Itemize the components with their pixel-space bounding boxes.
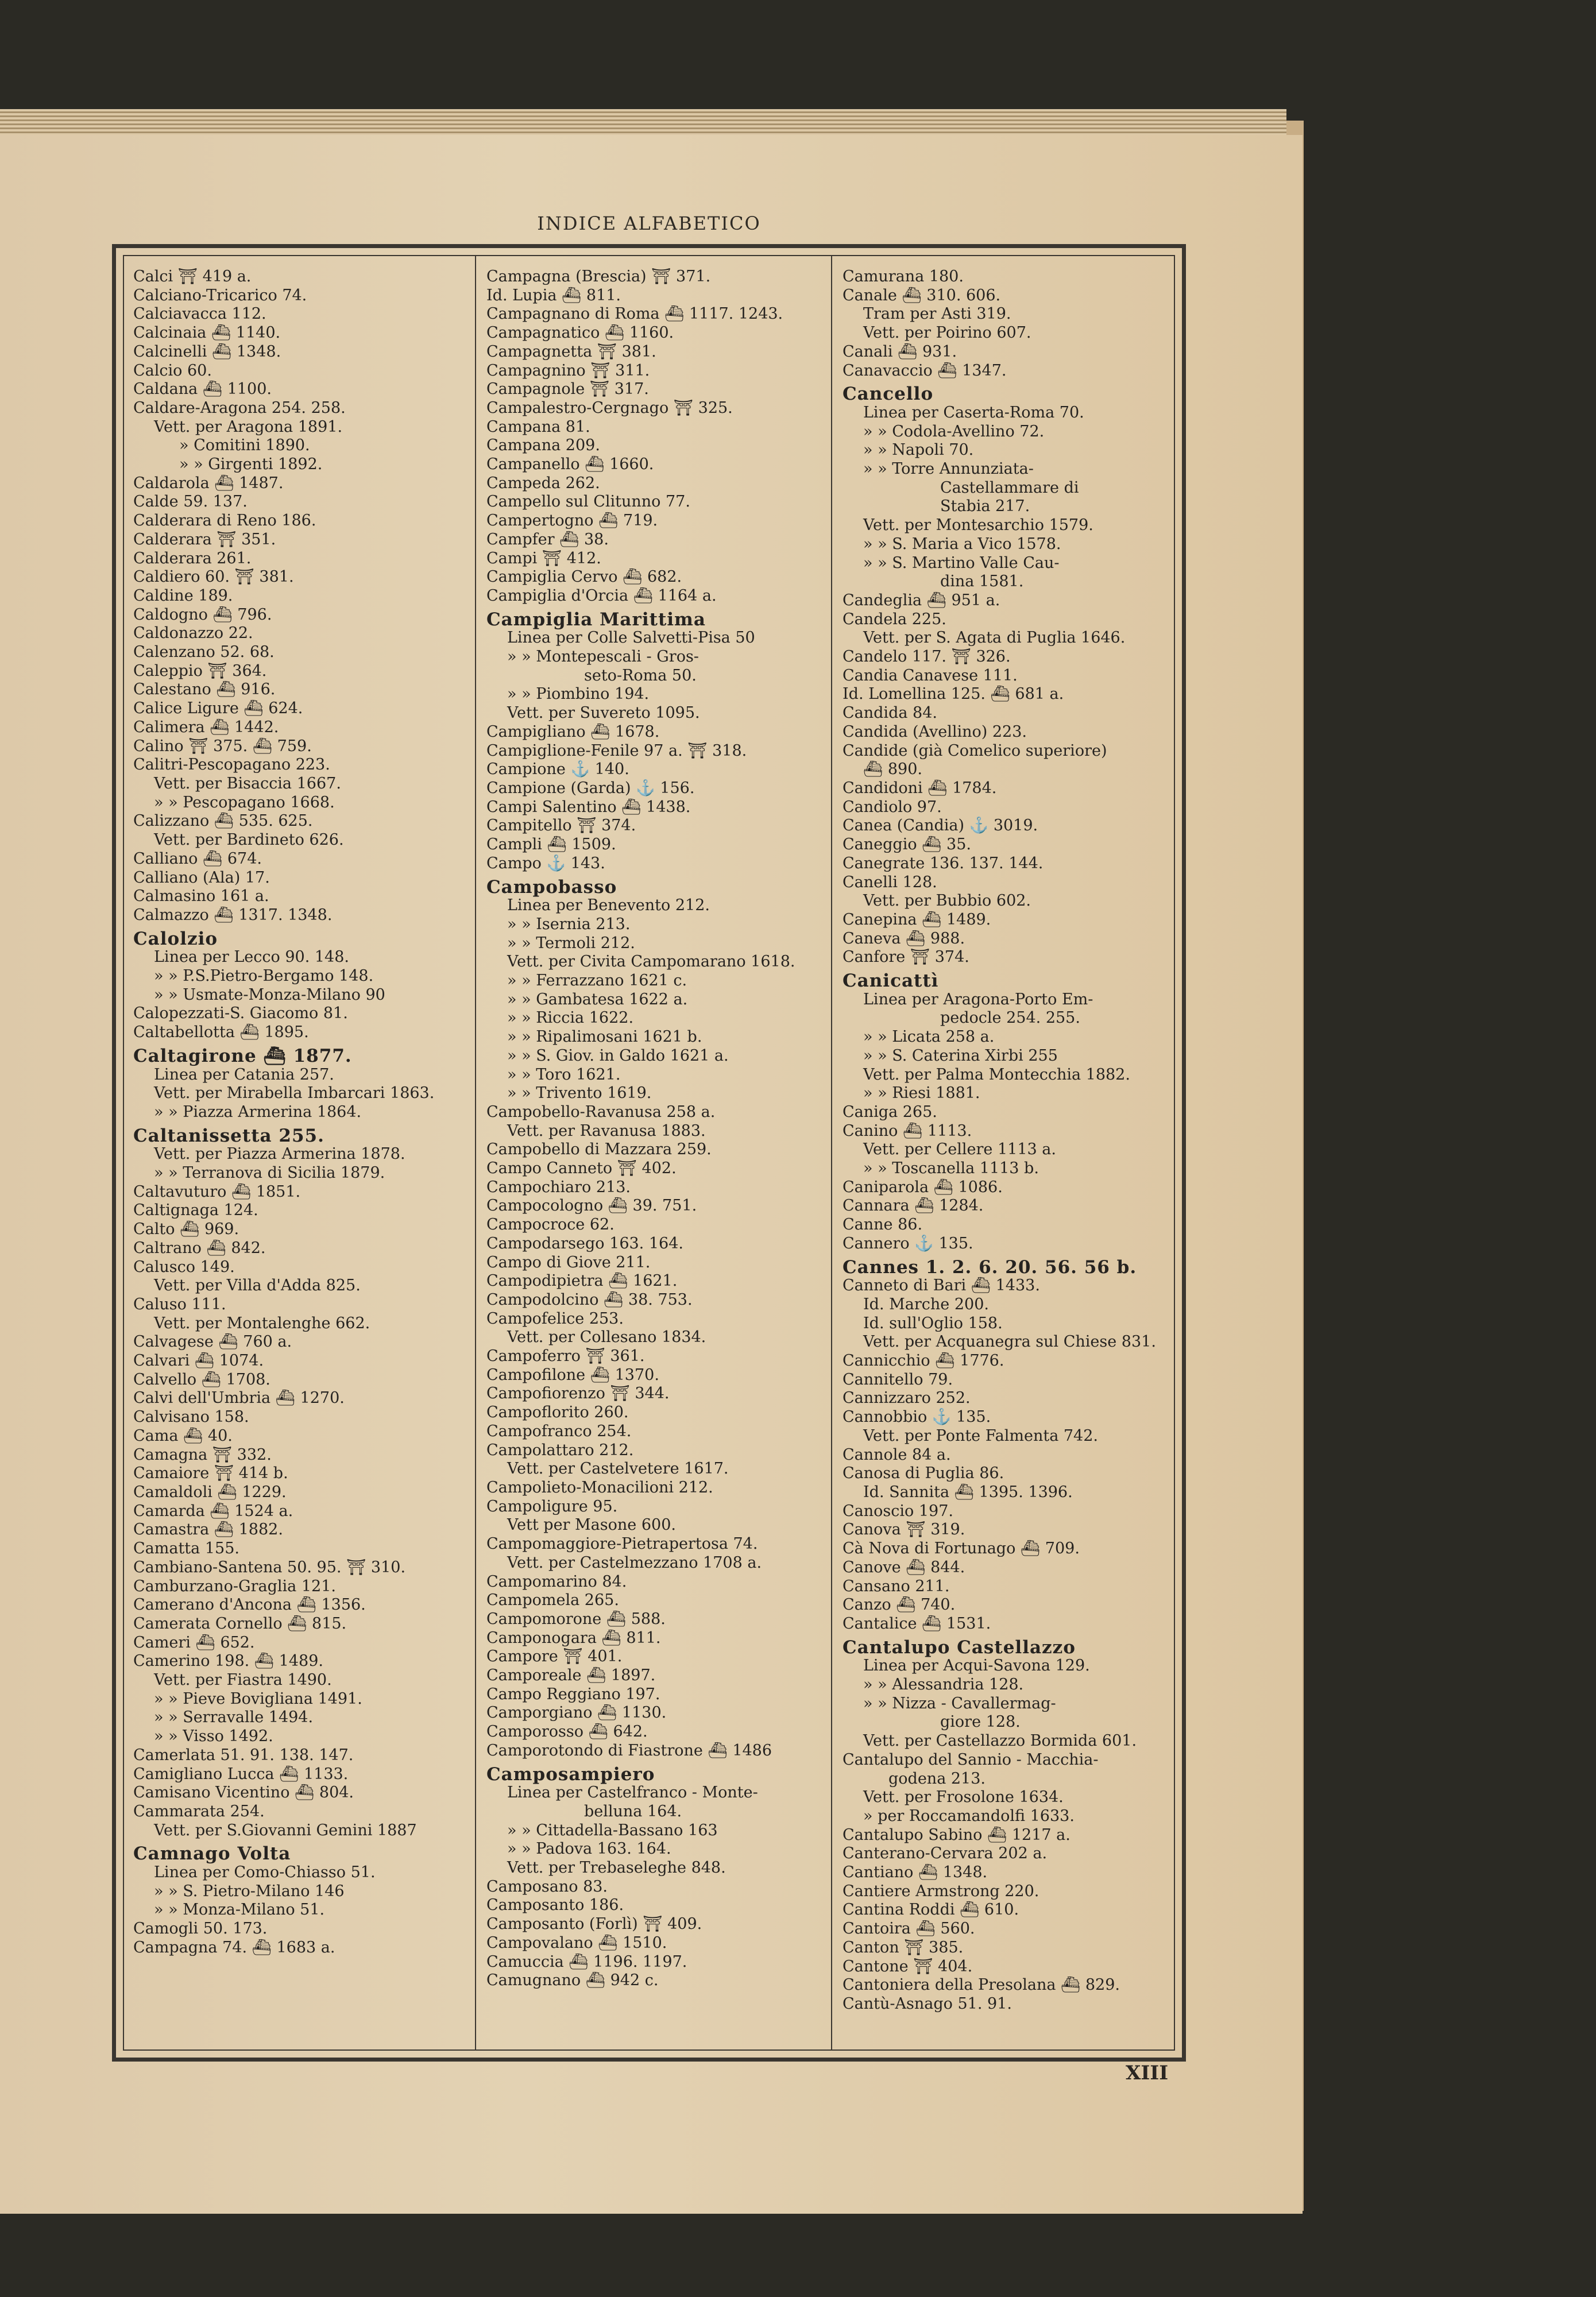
index-entry: Tram per Asti 319. xyxy=(863,305,1011,323)
index-entry: Campomaggiore-Pietrapertosa 74. xyxy=(486,1535,758,1553)
index-entry: Calcio 60. xyxy=(133,361,212,380)
index-entry: Calto ⛴ 969. xyxy=(133,1220,239,1239)
index-entry: Vett. per Castelmezzano 1708 a. xyxy=(507,1553,762,1572)
index-entry: Campagnole ⛩ 317. xyxy=(486,380,649,399)
index-entry: Vett. per Cellere 1113 a. xyxy=(863,1140,1056,1159)
index-entry: Calino ⛩ 375. ⛴ 759. xyxy=(133,737,312,755)
index-entry: » » Termoli 212. xyxy=(507,934,635,952)
index-entry: Cantalupo Sabino ⛴ 1217 a. xyxy=(843,1826,1071,1844)
index-entry: Id. Lomellina 125. ⛴ 681 a. xyxy=(843,685,1064,703)
index-entry: Stabia 217. xyxy=(940,497,1030,516)
index-entry: Vett. per Ravanusa 1883. xyxy=(507,1122,706,1140)
index-entry: Canneto di Bari ⛴ 1433. xyxy=(843,1277,1040,1295)
index-heading: Cancello xyxy=(843,384,934,405)
index-frame xyxy=(112,244,1186,2062)
column-divider xyxy=(475,256,476,2049)
index-entry: Canali ⛴ 931. xyxy=(843,342,957,361)
index-entry: Cantoira ⛴ 560. xyxy=(843,1920,975,1938)
index-entry: Campione (Garda) ⚓ 156. xyxy=(486,779,695,797)
index-entry: » » Pieve Bovigliana 1491. xyxy=(154,1689,362,1708)
index-entry: Canoscio 197. xyxy=(843,1502,953,1520)
index-entry: Cannole 84 a. xyxy=(843,1445,951,1464)
index-entry: Vett. per Montesarchio 1579. xyxy=(863,516,1093,535)
page-number: XIII xyxy=(1126,2062,1169,2085)
index-entry: Camigliano Lucca ⛴ 1133. xyxy=(133,1765,349,1783)
index-entry: Campagnatico ⛴ 1160. xyxy=(486,324,674,342)
index-entry: Cà Nova di Fortunago ⛴ 709. xyxy=(843,1540,1080,1558)
index-entry: Calliano ⛴ 674. xyxy=(133,849,262,868)
index-entry: Calci ⛩ 419 a. xyxy=(133,268,252,285)
index-entry: Camposanto (Forlì) ⛩ 409. xyxy=(486,1915,702,1933)
index-entry: Vett. per Ponte Falmenta 742. xyxy=(863,1426,1098,1445)
index-entry: Caleppio ⛩ 364. xyxy=(133,662,267,680)
index-entry: Cameri ⛴ 652. xyxy=(133,1633,255,1652)
index-entry: Calvello ⛴ 1708. xyxy=(133,1370,270,1389)
index-entry: godena 213. xyxy=(888,1769,986,1788)
index-entry: dina 1581. xyxy=(940,573,1024,591)
index-entry: Camugnano ⛴ 942 c. xyxy=(486,1971,659,1990)
index-entry: Linea per Catania 257. xyxy=(154,1065,334,1084)
index-entry: Campovalano ⛴ 1510. xyxy=(486,1933,667,1952)
index-entry: Caluso 111. xyxy=(133,1295,226,1313)
index-entry: Calenzano 52. 68. xyxy=(133,643,275,662)
index-entry: Campomorone ⛴ 588. xyxy=(486,1610,666,1628)
index-heading: Caltagirone ⛴ 1877. xyxy=(133,1045,352,1066)
index-entry: Caldogno ⛴ 796. xyxy=(133,605,272,624)
index-entry: Linea per Castelfranco - Monte- xyxy=(507,1784,758,1802)
index-entry: Vett. per Castelvetere 1617. xyxy=(507,1460,729,1478)
index-entry: Vett. per Bisaccia 1667. xyxy=(154,774,341,792)
index-entry: Campagnino ⛩ 311. xyxy=(486,361,650,380)
index-entry: Camporosso ⛴ 642. xyxy=(486,1723,648,1741)
index-entry: Campolattaro 212. xyxy=(486,1441,634,1459)
index-entry: Linea per Benevento 212. xyxy=(507,896,710,915)
index-entry: Vett. per Palma Montecchia 1882. xyxy=(863,1065,1130,1084)
index-entry: » per Roccamandolfi 1633. xyxy=(863,1807,1075,1825)
index-entry: » » Padova 163. 164. xyxy=(507,1840,671,1858)
index-entry: » » Usmate-Monza-Milano 90 xyxy=(154,985,385,1004)
index-entry: Cantina Roddi ⛴ 610. xyxy=(843,1901,1019,1919)
index-entry: Campodarsego 163. 164. xyxy=(486,1234,683,1252)
index-entry: Camatta 155. xyxy=(133,1540,239,1558)
index-entry: Cantiano ⛴ 1348. xyxy=(843,1863,988,1882)
index-entry: Calciavacca 112. xyxy=(133,305,266,323)
index-entry: Canelli 128. xyxy=(843,873,937,891)
index-entry: Camarda ⛴ 1524 a. xyxy=(133,1502,293,1520)
index-entry: Calderara 261. xyxy=(133,549,252,567)
index-entry: » » Gambatesa 1622 a. xyxy=(507,990,688,1008)
index-entry: Vett. per Bardineto 626. xyxy=(154,831,344,849)
index-entry: Canosa di Puglia 86. xyxy=(843,1464,1004,1483)
index-entry: » » Napoli 70. xyxy=(863,441,974,459)
index-entry: Calimera ⛴ 1442. xyxy=(133,718,279,736)
index-entry: » » P.S.Pietro-Bergamo 148. xyxy=(154,967,374,985)
index-entry: Campiglia d'Orcia ⛴ 1164 a. xyxy=(486,586,717,605)
index-entry: Cama ⛴ 40. xyxy=(133,1426,233,1445)
index-heading: Cantalupo Castellazzo xyxy=(843,1637,1076,1658)
index-entry: Campolieto-Monacilioni 212. xyxy=(486,1479,713,1496)
index-entry: Camburzano-Graglia 121. xyxy=(133,1577,336,1595)
index-entry: Campitello ⛩ 374. xyxy=(486,817,636,835)
index-column-3 xyxy=(843,268,1176,2014)
index-entry: Camisano Vicentino ⛴ 804. xyxy=(133,1784,354,1802)
index-entry: Canove ⛴ 844. xyxy=(843,1558,965,1576)
index-entry: Cantalupo del Sannio - Macchia- xyxy=(843,1750,1099,1769)
index-entry: Calciano-Tricarico 74. xyxy=(133,286,307,304)
index-entry: Cannobbio ⚓ 135. xyxy=(843,1408,991,1426)
index-entry: Calcinaia ⛴ 1140. xyxy=(133,324,281,342)
index-entry: Campodipietra ⛴ 1621. xyxy=(486,1272,678,1290)
index-entry: Cannitello 79. xyxy=(843,1370,953,1389)
index-entry: Linea per Aragona-Porto Em- xyxy=(863,990,1093,1008)
index-entry: Cantoniera della Presolana ⛴ 829. xyxy=(843,1976,1120,1994)
index-entry: » Comitini 1890. xyxy=(179,436,310,455)
index-entry: Calderara ⛩ 351. xyxy=(133,530,276,548)
index-entry: » » S. Martino Valle Cau- xyxy=(863,554,1060,572)
index-entry: Caldine 189. xyxy=(133,586,233,605)
index-entry: » » S. Giov. in Galdo 1621 a. xyxy=(507,1046,729,1065)
index-entry: Vett. per Montalenghe 662. xyxy=(154,1314,370,1332)
index-entry: Candidoni ⛴ 1784. xyxy=(843,779,997,797)
index-entry: Campofelice 253. xyxy=(486,1309,624,1328)
index-entry: Caltabellotta ⛴ 1895. xyxy=(133,1023,309,1042)
index-entry: Id. sull'Oglio 158. xyxy=(863,1314,1003,1332)
index-entry: Candide (già Comelico superiore) xyxy=(843,741,1107,760)
index-entry: » » Isernia 213. xyxy=(507,915,631,933)
index-entry: Calvi dell'Umbria ⛴ 1270. xyxy=(133,1389,345,1407)
index-heading: Canicattì xyxy=(843,970,939,992)
index-entry: Candida (Avellino) 223. xyxy=(843,722,1027,741)
index-entry: ⛴ 890. xyxy=(863,760,922,779)
index-entry: Campo Reggiano 197. xyxy=(486,1685,660,1703)
index-entry: Campoferro ⛩ 361. xyxy=(486,1347,645,1366)
index-entry: Vett. per S. Agata di Puglia 1646. xyxy=(863,629,1126,647)
index-entry: Camurana 180. xyxy=(843,268,964,285)
index-entry: Campochiaro 213. xyxy=(486,1178,631,1196)
index-entry: » » Riesi 1881. xyxy=(863,1084,980,1103)
index-entry: Vett. per Poirino 607. xyxy=(863,324,1031,342)
index-entry: Cambiano-Santena 50. 95. ⛩ 310. xyxy=(133,1558,406,1576)
index-entry: Campocroce 62. xyxy=(486,1216,615,1234)
index-entry: Camporotondo di Fiastrone ⛴ 1486 xyxy=(486,1741,772,1760)
index-entry: Caltignaga 124. xyxy=(133,1201,258,1220)
index-entry: Campli ⛴ 1509. xyxy=(486,836,616,854)
index-entry: Caniparola ⛴ 1086. xyxy=(843,1178,1003,1196)
index-entry: Candeglia ⛴ 951 a. xyxy=(843,591,1000,609)
index-entry: Campagnetta ⛩ 381. xyxy=(486,342,656,361)
index-entry: Campana 209. xyxy=(486,436,600,455)
index-entry: Camogli 50. 173. xyxy=(133,1920,268,1938)
index-entry: » » S. Maria a Vico 1578. xyxy=(863,535,1061,553)
index-entry: Vett. per Fiastra 1490. xyxy=(154,1671,332,1689)
index-entry: Cantù-Asnago 51. 91. xyxy=(843,1994,1012,2013)
index-entry: Camuccia ⛴ 1196. 1197. xyxy=(486,1952,687,1971)
index-entry: Calestano ⛴ 916. xyxy=(133,680,276,699)
index-entry: Vett. per Villa d'Adda 825. xyxy=(154,1277,361,1295)
index-entry: Canton ⛩ 385. xyxy=(843,1938,964,1956)
index-entry: Campomela 265. xyxy=(486,1591,619,1610)
index-entry: » » Toscanella 1113 b. xyxy=(863,1159,1039,1178)
index-entry: Caldonazzo 22. xyxy=(133,624,253,643)
index-entry: Candida 84. xyxy=(843,704,937,722)
index-entry: Campeda 262. xyxy=(486,474,600,492)
index-entry: Linea per Lecco 90. 148. xyxy=(154,948,349,966)
index-entry: Campofranco 254. xyxy=(486,1422,632,1440)
index-entry: Calvisano 158. xyxy=(133,1408,249,1426)
index-entry: Canea (Candia) ⚓ 3019. xyxy=(843,817,1038,835)
index-entry: Canino ⛴ 1113. xyxy=(843,1122,972,1140)
index-entry: » » Licata 258 a. xyxy=(863,1028,995,1046)
index-entry: Cammarata 254. xyxy=(133,1802,265,1820)
index-entry: Campofilone ⛴ 1370. xyxy=(486,1366,659,1384)
index-entry: Calizzano ⛴ 535. 625. xyxy=(133,812,313,830)
index-entry: Canterano-Cervara 202 a. xyxy=(843,1844,1048,1863)
index-entry: Linea per Como-Chiasso 51. xyxy=(154,1863,376,1882)
index-entry: » » Terranova di Sicilia 1879. xyxy=(154,1164,385,1182)
index-entry: » » Codola-Avellino 72. xyxy=(863,422,1045,440)
index-entry: Campigliano ⛴ 1678. xyxy=(486,722,660,741)
index-column-1 xyxy=(133,268,472,1958)
index-entry: Campagna (Brescia) ⛩ 371. xyxy=(486,268,711,285)
index-entry: Camerata Cornello ⛴ 815. xyxy=(133,1614,347,1633)
index-entry: » » Piazza Armerina 1864. xyxy=(154,1103,362,1121)
index-entry: Calmazzo ⛴ 1317. 1348. xyxy=(133,906,333,924)
index-entry: Id. Sannita ⛴ 1395. 1396. xyxy=(863,1483,1073,1501)
index-entry: Camaldoli ⛴ 1229. xyxy=(133,1483,287,1501)
index-entry: Campomarino 84. xyxy=(486,1572,627,1591)
index-entry: » » Monza-Milano 51. xyxy=(154,1901,325,1919)
index-entry: Camponogara ⛴ 811. xyxy=(486,1629,661,1647)
index-entry: Campo di Giove 211. xyxy=(486,1253,651,1271)
index-entry: Canepina ⛴ 1489. xyxy=(843,910,991,929)
index-entry: Campoligure 95. xyxy=(486,1497,618,1515)
column-divider xyxy=(831,256,832,2049)
index-entry: Calice Ligure ⛴ 624. xyxy=(133,699,303,718)
index-entry: Caltavuturo ⛴ 1851. xyxy=(133,1182,301,1201)
index-heading: Campiglia Marittima xyxy=(486,609,706,630)
index-entry: Vett. per Piazza Armerina 1878. xyxy=(154,1145,405,1163)
index-entry: Candia Canavese 111. xyxy=(843,666,1018,685)
index-entry: » » Riccia 1622. xyxy=(507,1009,634,1027)
index-entry: Cannicchio ⛴ 1776. xyxy=(843,1352,1004,1370)
index-entry: Calliano (Ala) 17. xyxy=(133,868,270,887)
book-page xyxy=(0,135,1303,2214)
index-entry: Campi Salentino ⛴ 1438. xyxy=(486,798,691,816)
index-entry: Linea per Acqui-Savona 129. xyxy=(863,1657,1090,1675)
index-entry: Campi ⛩ 412. xyxy=(486,549,601,567)
index-entry: Calvagese ⛴ 760 a. xyxy=(133,1333,292,1351)
index-entry: » » Montepescali - Gros- xyxy=(507,648,699,666)
index-entry: Campertogno ⛴ 719. xyxy=(486,512,658,530)
index-entry: Calderara di Reno 186. xyxy=(133,512,316,530)
index-entry: » » Ripalimosani 1621 b. xyxy=(507,1028,702,1046)
index-entry: Caldare-Aragona 254. 258. xyxy=(133,399,346,417)
index-entry: Cannero ⚓ 135. xyxy=(843,1234,973,1252)
index-entry: Calde 59. 137. xyxy=(133,493,248,511)
index-entry: » » Serravalle 1494. xyxy=(154,1708,314,1727)
index-entry: pedocle 254. 255. xyxy=(940,1009,1080,1027)
index-entry: Campione ⚓ 140. xyxy=(486,760,629,779)
index-entry: Castellammare di xyxy=(940,478,1079,497)
index-entry: Campiglia Cervo ⛴ 682. xyxy=(486,568,682,586)
index-entry: Canfore ⛩ 374. xyxy=(843,948,969,966)
index-entry: Calmasino 161 a. xyxy=(133,887,269,906)
index-entry: » » Visso 1492. xyxy=(154,1727,273,1746)
index-entry: » » Pescopagano 1668. xyxy=(154,793,335,811)
index-entry: Caneva ⛴ 988. xyxy=(843,929,965,948)
index-entry: Campodolcino ⛴ 38. 753. xyxy=(486,1290,693,1309)
index-entry: Calopezzati-S. Giacomo 81. xyxy=(133,1004,348,1023)
index-entry: Camposanto 186. xyxy=(486,1896,624,1915)
index-entry: Calitri-Pescopagano 223. xyxy=(133,756,330,774)
index-entry: Caldarola ⛴ 1487. xyxy=(133,474,284,492)
index-entry: Vett. per Castellazzo Bormida 601. xyxy=(863,1732,1137,1750)
index-entry: » » Torre Annunziata- xyxy=(863,460,1034,478)
index-entry: Campo ⚓ 143. xyxy=(486,854,605,872)
index-entry: Vett. per Frosolone 1634. xyxy=(863,1788,1064,1807)
index-entry: Vett. per Acquanegra sul Chiese 831. xyxy=(863,1333,1156,1351)
index-entry: Cannizzaro 252. xyxy=(843,1389,971,1407)
index-heading: Camposampiero xyxy=(486,1764,655,1785)
index-entry: Vett. per Collesano 1834. xyxy=(507,1328,706,1347)
index-entry: Campobello-Ravanusa 258 a. xyxy=(486,1103,716,1121)
index-entry: Campore ⛩ 401. xyxy=(486,1648,623,1666)
index-entry: » » S. Caterina Xirbi 255 xyxy=(863,1046,1058,1065)
index-entry: Calvari ⛴ 1074. xyxy=(133,1352,264,1370)
index-entry: Canova ⛩ 319. xyxy=(843,1521,965,1539)
index-entry: Canavaccio ⛴ 1347. xyxy=(843,361,1007,380)
index-entry: Camerano d'Ancona ⛴ 1356. xyxy=(133,1596,366,1614)
index-entry: Vett. per Trebaseleghe 848. xyxy=(507,1859,726,1877)
index-entry: » » Girgenti 1892. xyxy=(179,455,323,474)
index-entry: » » Toro 1621. xyxy=(507,1065,621,1084)
index-heading: Campobasso xyxy=(486,876,617,898)
index-entry: Vett. per Bubbio 602. xyxy=(863,892,1031,910)
index-entry: » » Ferrazzano 1621 c. xyxy=(507,972,687,990)
index-entry: Linea per Colle Salvetti-Pisa 50 xyxy=(507,629,755,647)
index-entry: Vett. per Civita Campomarano 1618. xyxy=(507,953,795,971)
index-entry: Cantalice ⛴ 1531. xyxy=(843,1614,991,1633)
index-entry: Camastra ⛴ 1882. xyxy=(133,1521,283,1539)
index-entry: Linea per Caserta-Roma 70. xyxy=(863,403,1084,421)
index-entry: Vett. per Aragona 1891. xyxy=(154,417,343,436)
index-entry: Campobello di Mazzara 259. xyxy=(486,1140,712,1159)
index-entry: Canegrate 136. 137. 144. xyxy=(843,854,1044,872)
index-entry: Campofiorenzo ⛩ 344. xyxy=(486,1385,670,1403)
index-column-2 xyxy=(486,268,825,1990)
index-heading: Caltanissetta 255. xyxy=(133,1125,324,1146)
index-heading: Camnago Volta xyxy=(133,1843,291,1865)
index-entry: Candela 225. xyxy=(843,610,946,628)
index-entry: Caniga 265. xyxy=(843,1103,937,1121)
index-entry: Vett. per Suvereto 1095. xyxy=(507,704,700,722)
index-entry: Campagna 74. ⛴ 1683 a. xyxy=(133,1938,335,1956)
index-entry: Campocologno ⛴ 39. 751. xyxy=(486,1197,697,1215)
index-entry: Candelo 117. ⛩ 326. xyxy=(843,648,1011,666)
running-head: INDICE ALFABETICO xyxy=(537,212,761,234)
index-entry: Caneggio ⛴ 35. xyxy=(843,836,971,854)
index-entry: Id. Lupia ⛴ 811. xyxy=(486,286,621,304)
index-entry: Campoflorito 260. xyxy=(486,1403,629,1422)
index-entry: Campiglione-Fenile 97 a. ⛩ 318. xyxy=(486,741,747,760)
index-entry: Candiolo 97. xyxy=(843,798,942,816)
index-entry: Campfer ⛴ 38. xyxy=(486,530,609,548)
index-entry: Vett. per Mirabella Imbarcari 1863. xyxy=(154,1084,435,1103)
index-entry: » » Cittadella-Bassano 163 xyxy=(507,1821,718,1839)
index-entry: Cannara ⛴ 1284. xyxy=(843,1197,984,1215)
index-entry: Caldana ⛴ 1100. xyxy=(133,380,272,399)
index-entry: giore 128. xyxy=(940,1713,1021,1731)
index-entry: Cantone ⛩ 404. xyxy=(843,1957,973,1975)
index-entry: Cansano 211. xyxy=(843,1577,950,1595)
index-entry: Caltrano ⛴ 842. xyxy=(133,1239,266,1257)
index-entry: Camerlata 51. 91. 138. 147. xyxy=(133,1746,354,1764)
index-entry: Camposano 83. xyxy=(486,1877,608,1896)
index-entry: Campalestro-Cergnago ⛩ 325. xyxy=(486,399,733,417)
index-entry: Camagna ⛩ 332. xyxy=(133,1445,272,1464)
index-entry: » » Nizza - Cavallermag- xyxy=(863,1694,1056,1712)
index-entry: Campana 81. xyxy=(486,417,590,436)
index-entry: Id. Marche 200. xyxy=(863,1295,989,1313)
index-heading: Calolzio xyxy=(133,928,218,949)
index-entry: » » S. Pietro-Milano 146 xyxy=(154,1882,345,1900)
index-heading: Cannes 1. 2. 6. 20. 56. 56 b. xyxy=(843,1256,1137,1278)
index-entry: Canne 86. xyxy=(843,1216,923,1234)
index-entry: Camporgiano ⛴ 1130. xyxy=(486,1704,667,1722)
index-entry: Calusco 149. xyxy=(133,1258,235,1276)
index-entry: Campagnano di Roma ⛴ 1117. 1243. xyxy=(486,305,783,323)
index-entry: Calcinelli ⛴ 1348. xyxy=(133,342,281,361)
index-entry: Camporeale ⛴ 1897. xyxy=(486,1666,656,1685)
index-entry: Campello sul Clitunno 77. xyxy=(486,493,690,511)
index-entry: Caldiero 60. ⛩ 381. xyxy=(133,568,294,586)
index-entry: Camerino 198. ⛴ 1489. xyxy=(133,1652,323,1670)
index-entry: seto-Roma 50. xyxy=(584,666,697,685)
index-entry: Camaiore ⛩ 414 b. xyxy=(133,1464,288,1483)
index-entry: Canzo ⛴ 740. xyxy=(843,1596,956,1614)
index-entry: Campanello ⛴ 1660. xyxy=(486,455,654,474)
index-entry: Canale ⛴ 310. 606. xyxy=(843,286,1001,304)
index-entry: Vett. per S.Giovanni Gemini 1887 xyxy=(154,1821,417,1839)
index-entry: Campo Canneto ⛩ 402. xyxy=(486,1159,677,1178)
index-entry: » » Trivento 1619. xyxy=(507,1084,652,1103)
index-entry: » » Piombino 194. xyxy=(507,685,650,703)
index-entry: Cantiere Armstrong 220. xyxy=(843,1882,1039,1900)
index-entry: belluna 164. xyxy=(584,1802,682,1820)
index-entry: » » Alessandria 128. xyxy=(863,1676,1024,1694)
index-entry: Vett per Masone 600. xyxy=(507,1516,676,1534)
